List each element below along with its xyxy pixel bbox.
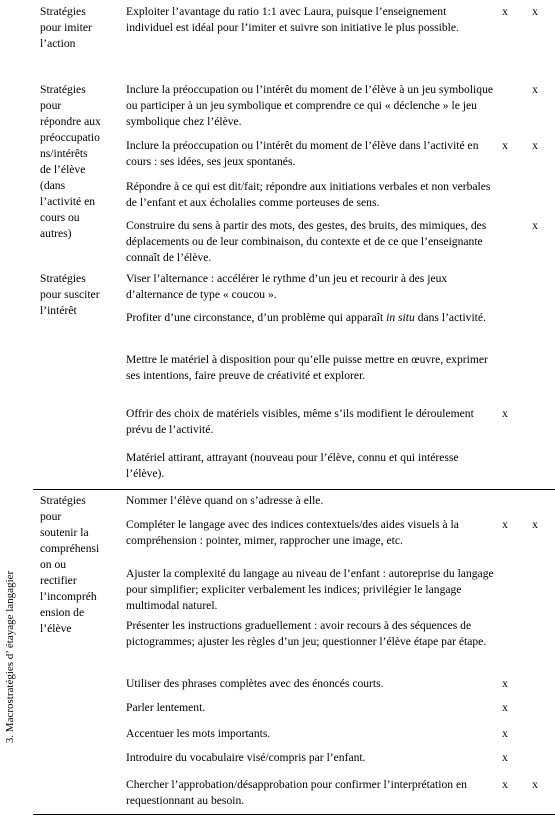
category-line: cours ou — [40, 211, 80, 224]
strategy-text: Répondre à ce qui est dit/fait; répondre aux initiations verbales et non verbales de l’enfant et aux écholalies comme porteuses de sens. — [126, 180, 491, 209]
strategy-text: Utiliser des phrases complètes avec des énoncés courts. — [126, 677, 384, 690]
category-line: autres) — [40, 227, 72, 240]
strategy-text: Accentuer les mots importants. — [126, 727, 271, 740]
strategy-text: Chercher l’approbation/désapprobation pour confirmer l’interprétation en requestionnant au besoin. — [126, 778, 467, 807]
mark-col2: x — [532, 518, 538, 531]
category-line: pour imiter — [40, 21, 92, 34]
category-line: de l’élève — [40, 163, 86, 176]
strategy-text: Nommer l’élève quand on s’adresse à elle. — [126, 494, 324, 507]
mark-col1: x — [502, 727, 508, 740]
category-line: compréhensi — [40, 542, 100, 555]
strategy-text-part: dans l’activité. — [414, 311, 486, 324]
strategy-text: Construire du sens à partir des mots, des gestes, des bruits, des mimiques, des déplacements ou de leur combinaison, du contexte et de ce que l’enseignante connaît de l’élève. — [126, 219, 487, 264]
strategy-text: Matériel attirant, attrayant (nouveau pour l’élève, connu et qui intéresse l’élève). — [126, 451, 459, 480]
strategy-text: Ajuster la complexité du langage au niveau de l’enfant : autoreprise du langage pour simplifier; expliciter verbalement les indices; privilégier le langage multimodal naturel. — [126, 567, 494, 612]
strategy-text: Présenter les instructions graduellement : avoir recours à des séquences de pictogrammes; ajuster les règles d’un jeu; questionner l’élève étape par étape. — [126, 619, 487, 648]
category-line: pour — [40, 510, 62, 523]
strategy-text: Exploiter l’avantage du ratio 1:1 avec Laura, puisque l’enseignement individuel est idéal pour l’imiter et suivre son initiative le plus possible. — [126, 5, 459, 34]
mark-col1: x — [502, 701, 508, 714]
mark-col1: x — [502, 677, 508, 690]
category-line: Stratégies — [40, 5, 86, 18]
mark-col2: x — [532, 139, 538, 152]
category-line: pour susciter — [40, 288, 100, 301]
strategy-text: Inclure la préoccupation ou l’intérêt du moment de l’élève à un jeu symbolique ou participer à un jeu symbolique et comprendre ce qui « déclenche » le jeu symbolique chez l’élève. — [126, 83, 494, 128]
mark-col1: x — [502, 518, 508, 531]
category-line: l’action — [40, 37, 76, 50]
strategy-text: Parler lentement. — [126, 701, 206, 714]
section-divider — [33, 489, 555, 490]
mark-col2: x — [532, 83, 538, 96]
table-bottom-border — [33, 814, 555, 815]
category-line: l’incompréh — [40, 590, 97, 603]
category-line: soutenir la — [40, 526, 89, 539]
category-line: pour — [40, 99, 62, 112]
macrostrategy-side-label: 3. Macrostratégies d’ étayage langagier — [4, 570, 16, 744]
strategy-text: Compléter le langage avec des indices contextuels/des aides visuels à la compréhension : pointer, mimer, rapprocher une image, etc. — [126, 518, 459, 547]
category-line: ns/intérêts — [40, 147, 88, 160]
category-line: préoccupatio — [40, 131, 100, 144]
strategy-text: Mettre le matériel à disposition pour qu’elle puisse mettre en œuvre, exprimer ses intentions, faire preuve de créativité et explorer. — [126, 353, 488, 382]
mark-col1: x — [502, 5, 508, 18]
category-line: Stratégies — [40, 83, 86, 96]
category-soutenir — [40, 493, 122, 637]
strategy-text: Offrir des choix de matériels visibles, même s’ils modifient le déroulement prévu de l’activité. — [126, 407, 474, 436]
category-line: ension de — [40, 606, 85, 619]
category-repondre — [40, 82, 122, 242]
strategy-text — [126, 310, 496, 326]
strategy-text-part: Profiter d’une circonstance, d’un problème qui apparaît — [126, 311, 387, 324]
mark-col1: x — [502, 778, 508, 791]
strategy-text: Inclure la préoccupation ou l’intérêt du moment de l’élève dans l’activité en cours : ses idées, ses jeux spontanés. — [126, 139, 479, 168]
mark-col2: x — [532, 778, 538, 791]
category-line: Stratégies — [40, 272, 86, 285]
category-line: l’intérêt — [40, 304, 77, 317]
category-line: on ou — [40, 558, 67, 571]
category-line: rectifier — [40, 574, 77, 587]
strategy-text: Viser l’alternance : accélérer le rythme d’un jeu et recourir à des jeux d’alternance de type « coucou ». — [126, 272, 448, 301]
mark-col1: x — [502, 751, 508, 764]
category-line: Stratégies — [40, 494, 86, 507]
category-line: répondre aux — [40, 115, 101, 128]
category-line: l’élève — [40, 622, 72, 635]
strategy-text-italic: in situ — [386, 311, 415, 324]
mark-col1: x — [502, 407, 508, 420]
mark-col2: x — [532, 219, 538, 232]
mark-col1: x — [502, 139, 508, 152]
category-susciter — [40, 271, 122, 319]
category-imiter — [40, 4, 122, 52]
strategy-text: Introduire du vocabulaire visé/compris par l’enfant. — [126, 751, 366, 764]
category-line: (dans — [40, 179, 66, 192]
category-line: l’activité en — [40, 195, 96, 208]
mark-col2: x — [532, 5, 538, 18]
